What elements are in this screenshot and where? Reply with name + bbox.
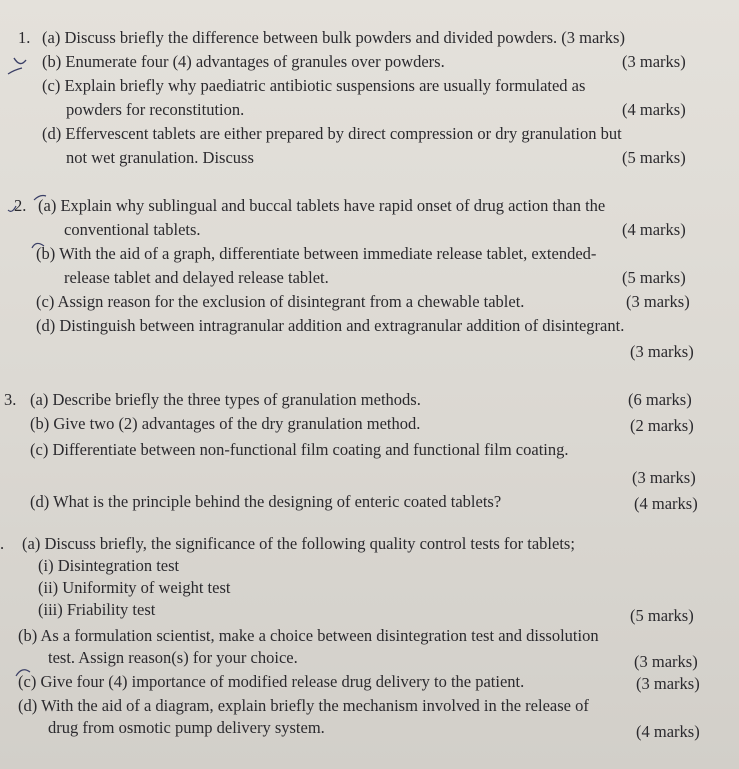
q1c-line-1: (c) Explain briefly why paediatric antibiotic suspensions are usually formulated as	[42, 76, 586, 95]
q2d-text: (d) Distinguish between intragranular addition and extragranular addition of disintegrant.	[36, 316, 625, 335]
q3d-text: (d) What is the principle behind the designing of enteric coated tablets?	[30, 492, 502, 511]
q4d-marks: (4 marks)	[636, 722, 700, 741]
q3a-marks: (6 marks)	[628, 390, 692, 409]
q1c-marks: (4 marks)	[622, 100, 686, 119]
q3c-marks: (3 marks)	[632, 468, 696, 487]
q3b-marks: (2 marks)	[630, 416, 694, 435]
q4c-marks: (3 marks)	[636, 674, 700, 693]
q1d-line-2: not wet granulation. Discuss	[66, 148, 254, 167]
question-4-number: .	[0, 534, 5, 553]
q4a-line-1: (a) Discuss briefly, the significance of the following quality control tests for tablets;	[22, 534, 575, 553]
q2d-marks: (3 marks)	[630, 342, 694, 361]
q4a-item-i: (i) Disintegration test	[38, 556, 180, 575]
q3b-text: (b) Give two (2) advantages of the dry granulation method.	[30, 414, 421, 433]
q1d-line-1: (d) Effervescent tablets are either prepared by direct compression or dry granulation but	[42, 124, 622, 143]
q2c-text: (c) Assign reason for the exclusion of disintegrant from a chewable tablet.	[36, 292, 525, 311]
q3c-text: (c) Differentiate between non-functional film coating and functional film coating.	[30, 440, 569, 459]
q1b-marks: (3 marks)	[622, 52, 686, 71]
q4d-line-1: (d) With the aid of a diagram, explain briefly the mechanism involved in the release of	[18, 696, 589, 715]
q2c-marks: (3 marks)	[626, 292, 690, 311]
question-1-number: 1.	[18, 28, 31, 47]
q4b-line-2: test. Assign reason(s) for your choice.	[48, 648, 298, 667]
q4c-text: (c) Give four (4) importance of modified release drug delivery to the patient.	[18, 672, 525, 691]
q4b-marks: (3 marks)	[634, 652, 698, 671]
q2a-marks: (4 marks)	[622, 220, 686, 239]
q3d-marks: (4 marks)	[634, 494, 698, 513]
q1a-text: (a) Discuss briefly the difference between bulk powders and divided powders. (3 marks)	[42, 28, 625, 47]
q4d-line-2: drug from osmotic pump delivery system.	[48, 718, 325, 737]
q3a-text: (a) Describe briefly the three types of granulation methods.	[30, 390, 421, 409]
question-2-number: 2.	[14, 196, 27, 215]
q2a-line-2: conventional tablets.	[64, 220, 201, 239]
q2b-line-2: release tablet and delayed release tablet.	[64, 268, 329, 287]
q4a-item-ii: (ii) Uniformity of weight test	[38, 578, 231, 597]
q4b-line-1: (b) As a formulation scientist, make a choice between disintegration test and dissolution	[18, 626, 599, 645]
q1b-line: (b) Enumerate four (4) advantages of granules over powders.	[42, 52, 445, 71]
q4a-marks: (5 marks)	[630, 606, 694, 625]
q4a-item-iii: (iii) Friability test	[38, 600, 156, 619]
q2b-marks: (5 marks)	[622, 268, 686, 287]
q2a-line-1: (a) Explain why sublingual and buccal tablets have rapid onset of drug action than the	[38, 196, 606, 215]
q1d-marks: (5 marks)	[622, 148, 686, 167]
q2b-line-1: (b) With the aid of a graph, differentiate between immediate release tablet, extended-	[36, 244, 597, 263]
question-3-number: 3.	[4, 390, 17, 409]
q1c-line-2: powders for reconstitution.	[66, 100, 245, 119]
